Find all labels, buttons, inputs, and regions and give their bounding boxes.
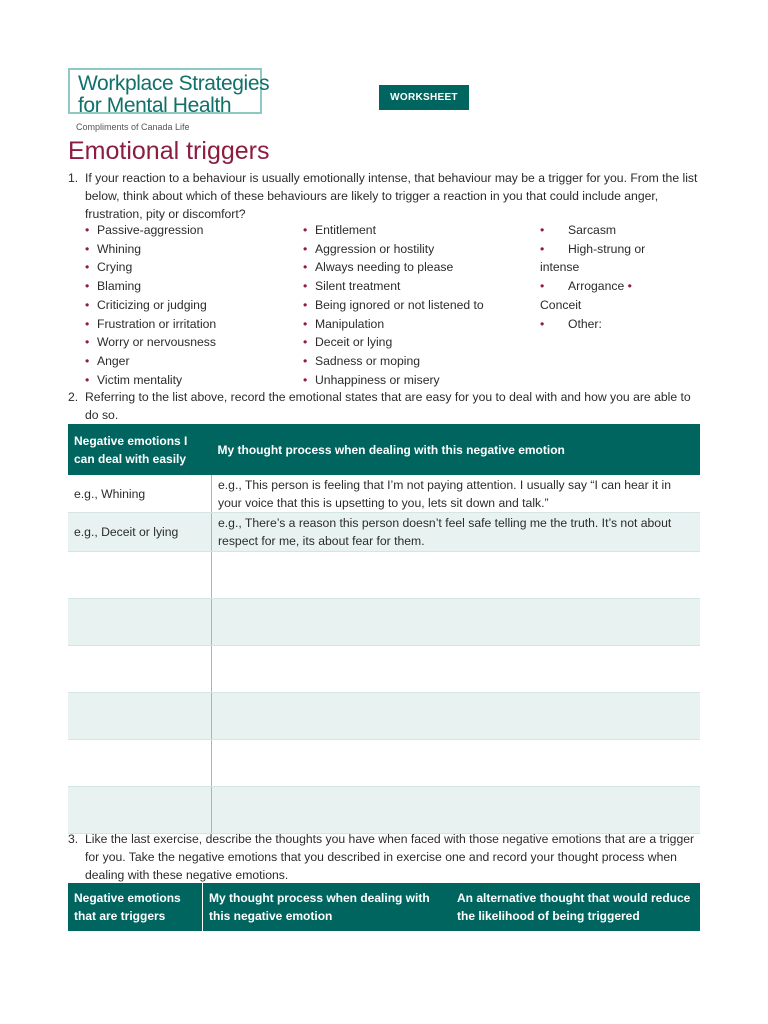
table-row-empty[interactable] xyxy=(68,599,700,646)
bullet-icon: • xyxy=(85,241,90,256)
table-cell[interactable] xyxy=(212,646,701,693)
bullet-icon: • xyxy=(303,241,308,256)
table-cell: e.g., Whining xyxy=(68,475,212,513)
column-header: Negative emotions that are triggers xyxy=(68,883,203,931)
bullet-icon: • xyxy=(85,260,90,275)
table-cell: e.g., Deceit or lying xyxy=(68,513,212,552)
column-header: An alternative thought that would reduce the likelihood of being triggered xyxy=(451,883,700,931)
list-item: • Blaming xyxy=(85,277,216,296)
bullet-icon: • xyxy=(85,297,90,312)
easy-emotions-table xyxy=(68,424,700,834)
list-item-continued: intense xyxy=(540,260,580,275)
bullet-icon: • xyxy=(540,279,545,294)
bullet-icon: • xyxy=(85,223,90,237)
question-1-text: If your reaction to a behaviour is usually emotionally intense, that behaviour may be a trigger for you. From the list below, think about which of these behaviours are likely to trigger a reaction in you that could include anger, frustration, pity or discomfort? xyxy=(85,171,698,221)
bullet-icon: • xyxy=(303,260,308,275)
list-item: • Deceit or lying xyxy=(303,333,484,352)
table-cell[interactable] xyxy=(212,599,701,646)
column-header: My thought process when dealing with this negative emotion xyxy=(212,424,701,475)
table-cell[interactable] xyxy=(212,693,701,740)
bullet-icon: • xyxy=(303,372,308,387)
table-row-empty[interactable] xyxy=(68,787,700,834)
list-item: • Sadness or moping xyxy=(303,352,484,371)
list-item: • Silent treatment xyxy=(303,277,484,296)
trigger-emotions-table xyxy=(68,883,700,931)
table-cell[interactable] xyxy=(212,787,701,834)
list-item: • High-strung or xyxy=(540,240,660,259)
list-item: • Victim mentality xyxy=(85,371,216,390)
worksheet-badge: WORKSHEET xyxy=(379,85,469,110)
bullet-icon: • xyxy=(303,335,308,350)
question-1 xyxy=(68,169,708,223)
list-item: • Whining xyxy=(85,240,216,259)
table-cell[interactable] xyxy=(68,740,212,787)
logo-line-1: Workplace Strategies xyxy=(78,72,270,95)
logo xyxy=(68,68,270,117)
bullet-icon: • xyxy=(540,316,545,331)
list-item-continued: Conceit xyxy=(540,297,582,312)
table-row-empty[interactable] xyxy=(68,646,700,693)
bullet-icon: • xyxy=(303,297,308,312)
table-row-empty[interactable] xyxy=(68,740,700,787)
list-item: • Arrogance • xyxy=(540,277,660,296)
table-cell[interactable] xyxy=(68,787,212,834)
bullet-icon: • xyxy=(627,279,632,294)
list-item: • Aggression or hostility xyxy=(303,240,484,259)
list-item: • Entitlement xyxy=(303,221,484,240)
bullet-icon: • xyxy=(85,372,90,387)
logo-subtitle: Compliments of Canada Life xyxy=(76,122,190,132)
list-item: • Worry or nervousness xyxy=(85,333,216,352)
bullet-icon: • xyxy=(85,316,90,331)
bullet-icon: • xyxy=(85,353,90,368)
table-row-empty[interactable] xyxy=(68,693,700,740)
behaviour-list-col2 xyxy=(303,221,484,389)
table-cell[interactable] xyxy=(68,552,212,599)
table-row xyxy=(68,513,700,552)
logo-line-2: for Mental Health xyxy=(78,94,232,117)
table-header-row xyxy=(68,883,700,931)
column-header: My thought process when dealing with this negative emotion xyxy=(203,883,452,931)
bullet-icon: • xyxy=(303,316,308,331)
bullet-icon: • xyxy=(85,279,90,294)
table-cell[interactable] xyxy=(212,740,701,787)
column-header: Negative emotions I can deal with easily xyxy=(68,424,212,475)
list-item: • Manipulation xyxy=(303,315,484,334)
list-item: • Being ignored or not listened to xyxy=(303,296,484,315)
list-item: • Sarcasm xyxy=(540,221,660,240)
question-1-number: 1. xyxy=(68,171,79,185)
bullet-icon: • xyxy=(303,223,308,237)
behaviour-list-col3 xyxy=(540,221,660,333)
table-cell: e.g., This person is feeling that I’m not paying attention. I usually say “I can hear it in your voice that this is upsetting to you, lets sit down and talk.” xyxy=(212,475,701,513)
question-3-text: Like the last exercise, describe the thoughts you have when faced with those negative emotions that are a trigger for you. Take the negative emotions that you described in exercise one and record your thought process when dealing with these negative emotions. xyxy=(85,832,695,882)
question-3-number: 3. xyxy=(68,832,79,846)
table-header-row xyxy=(68,424,700,475)
behaviour-list-col1 xyxy=(85,221,216,389)
list-item: • Criticizing or judging xyxy=(85,296,216,315)
table-cell: e.g., There’s a reason this person doesn’t feel safe telling me the truth. It’s not about respect for me, its about fear for them. xyxy=(212,513,701,552)
list-item: • Frustration or irritation xyxy=(85,315,216,334)
page-title: Emotional triggers xyxy=(68,137,270,165)
table-cell[interactable] xyxy=(212,552,701,599)
question-3 xyxy=(68,830,708,884)
bullet-icon: • xyxy=(303,279,308,294)
list-item: • Other: xyxy=(540,315,660,334)
question-2 xyxy=(68,388,708,424)
table-row-empty[interactable] xyxy=(68,552,700,599)
bullet-icon: • xyxy=(540,223,545,237)
bullet-icon: • xyxy=(303,353,308,368)
question-2-number: 2. xyxy=(68,390,79,404)
list-item: • Anger xyxy=(85,352,216,371)
table-cell[interactable] xyxy=(68,693,212,740)
question-2-text: Referring to the list above, record the emotional states that are easy for you to deal with and how you are able to do so. xyxy=(85,390,691,422)
list-item: • Unhappiness or misery xyxy=(303,371,484,390)
bullet-icon: • xyxy=(540,241,545,256)
table-cell[interactable] xyxy=(68,599,212,646)
bullet-icon: • xyxy=(85,335,90,350)
table-cell[interactable] xyxy=(68,646,212,693)
table-row xyxy=(68,475,700,513)
list-item: • Crying xyxy=(85,258,216,277)
list-item: • Passive-aggression xyxy=(85,221,216,240)
list-item: • Always needing to please xyxy=(303,258,484,277)
